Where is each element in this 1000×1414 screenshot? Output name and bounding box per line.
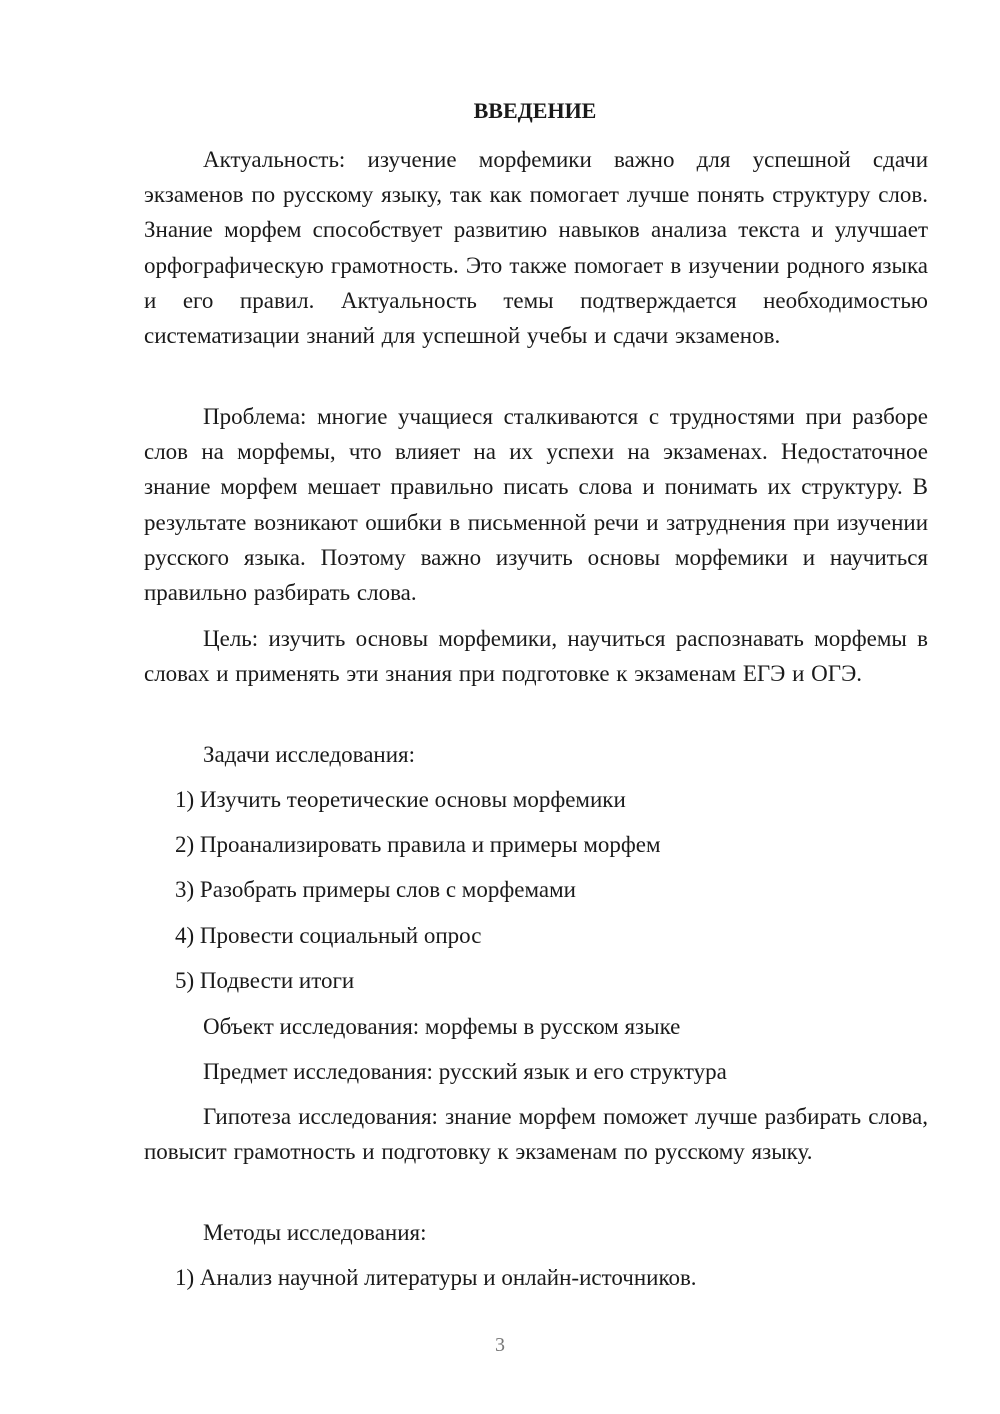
page-number: 3 [495,1334,505,1356]
research-object: Объект исследования: морфемы в русском языке [203,1014,681,1039]
task-item-2: 2) Проанализировать правила и примеры морфем [175,832,661,857]
method-item-1: 1) Анализ научной литературы и онлайн-источников. [175,1265,697,1290]
problem-paragraph: Проблема: многие учащиеся сталкиваются с трудностями при разборе слов на морфемы, что влияет на их успехи на экзаменах. Недостаточное знание морфем мешает правильно писать слова и понимать их структуру. В результате возникают ошибки в письменной речи и затруднения при изучении русского языка. Поэтому важно изучить основы морфемики и научиться правильно разбирать слова. [144,404,928,606]
methods-heading: Методы исследования: [203,1220,427,1245]
task-item-1: 1) Изучить теоретические основы морфемики [175,787,626,812]
page-title: ВВЕДЕНИЕ [473,98,597,123]
tasks-heading: Задачи исследования: [203,742,416,767]
research-subject: Предмет исследования: русский язык и его структура [203,1059,727,1084]
goal-paragraph: Цель: изучить основы морфемики, научиться распознавать морфемы в словах и применять эти знания при подготовке к экзаменам ЕГЭ и ОГЭ. [144,626,928,687]
task-item-3: 3) Разобрать примеры слов с морфемами [175,877,576,902]
task-item-4: 4) Провести социальный опрос [175,923,482,948]
hypothesis-paragraph: Гипотеза исследования: знание морфем поможет лучше разбирать слова, повысит грамотность и подготовку к экзаменам по русскому языку. [144,1104,928,1165]
relevance-paragraph: Актуальность: изучение морфемики важно для успешной сдачи экзаменов по русскому языку, так как помогает лучше понять структуру слов. Знание морфем способствует развитию навыков анализа текста и улучшает орфографическую грамотность. Это также помогает в изучении родного языка и его правил. Актуальность темы подтверждается необходимостью систематизации знаний для успешной учебы и сдачи экзаменов. [144,147,928,349]
task-item-5: 5) Подвести итоги [175,968,355,993]
